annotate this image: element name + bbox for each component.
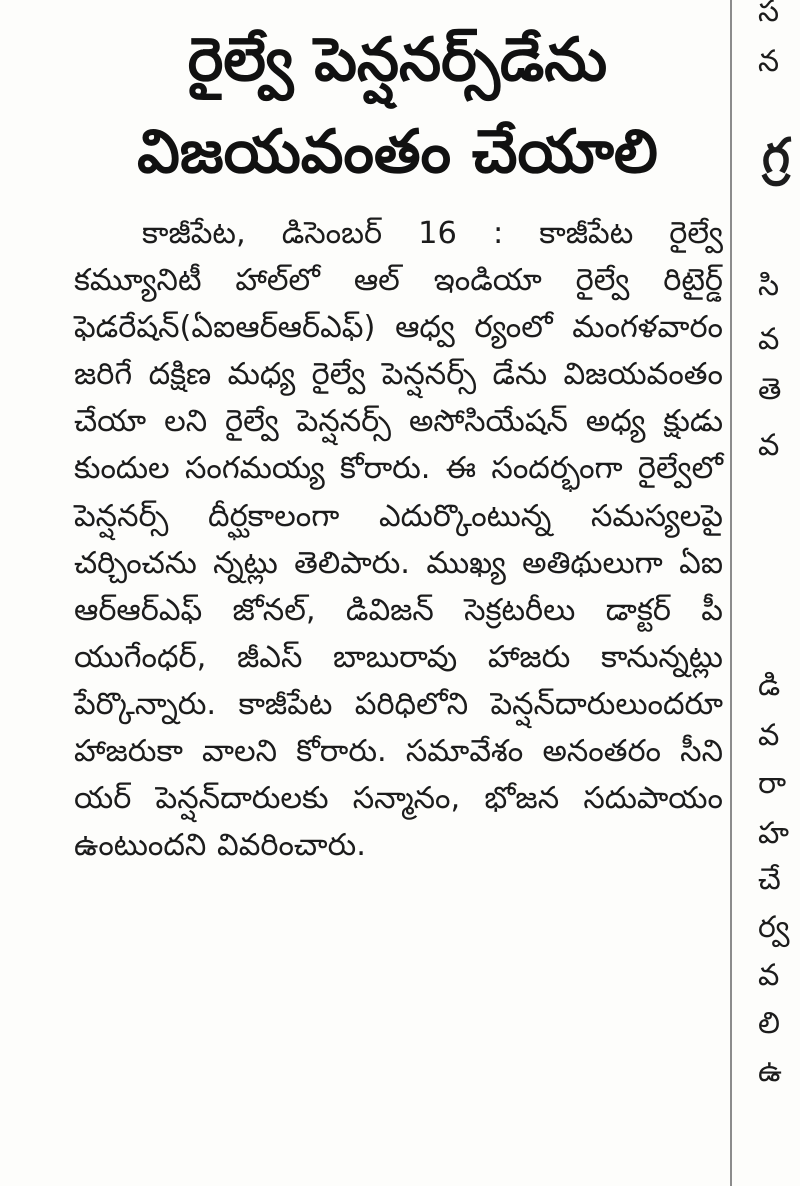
adjacent-fragment: లి [758,1006,780,1041]
adjacent-fragment: వ [758,718,780,753]
adjacent-fragment: ర్వ [758,910,790,945]
adjacent-fragment: హ [758,816,789,851]
headline-line-2: విజయవంతం చేయాలి [137,117,658,187]
adjacent-fragment: స [758,0,780,29]
adjacent-fragment: వ [758,322,780,357]
adjacent-fragment: ఉ [758,1054,782,1089]
article-headline [70,0,725,198]
adjacent-fragment: డి [758,668,781,703]
adjacent-fragment: వ [758,428,780,463]
adjacent-fragment: గ్ర [762,128,790,184]
adjacent-fragment: రా [758,766,787,801]
adjacent-fragment: న [758,44,780,79]
adjacent-fragment: సి [758,268,780,303]
article-body: కాజీపేట, డిసెంబర్ 16 : కాజీపేట రైల్వే కమ్యూనిటీ హాల్‌లో ఆల్ ఇండియా రైల్వే రిటైర్డ్ ఫెడరేషన్(ఏఐఆర్ఆర్ఎఫ్) ఆధ్వ ర్యంలో మంగళవారం జరిగే దక్షిణ మధ్య రైల్వే పెన్షనర్స్ డేను విజయవంతం చేయా లని రైల్వే పెన్షనర్స్ అసోసియేషన్ అధ్య క్షుడు కుందుల సంగమయ్య కోరారు. ఈ సందర్భంగా రైల్వేలో పెన్షనర్స్ దీర్ఘకాలంగా ఎదుర్కొంటున్న సమస్యలపై చర్చించను న్నట్లు తెలిపారు. ముఖ్య అతిథులుగా ఏఐ ఆర్ఆర్ఎఫ్ జోనల్, డివిజన్ సెక్రటరీలు డాక్టర్ పీ యుగేంధర్, జీఎస్ బాబురావు హాజరు కానున్నట్లు పేర్కొన్నారు. కాజీపేట పరిధిలోని పెన్షన్‌దారులుందరూ హాజరుకా వాలని కోరారు. సమావేశం అనంతరం సీని యర్ పెన్షన్‌దారులకు సన్మానం, భోజన సదుపాయం ఉంటుందని వివరించారు. [74,216,723,864]
adjacent-fragment: వ [758,958,780,993]
news-article [70,0,725,1186]
adjacent-fragment: తె [758,372,782,407]
adjacent-column-fragment [752,0,800,1186]
column-divider [730,0,732,1186]
headline-line-1: రైల్వే పెన్షనర్స్‌డేను [187,25,608,95]
adjacent-fragment: చే [758,862,781,897]
